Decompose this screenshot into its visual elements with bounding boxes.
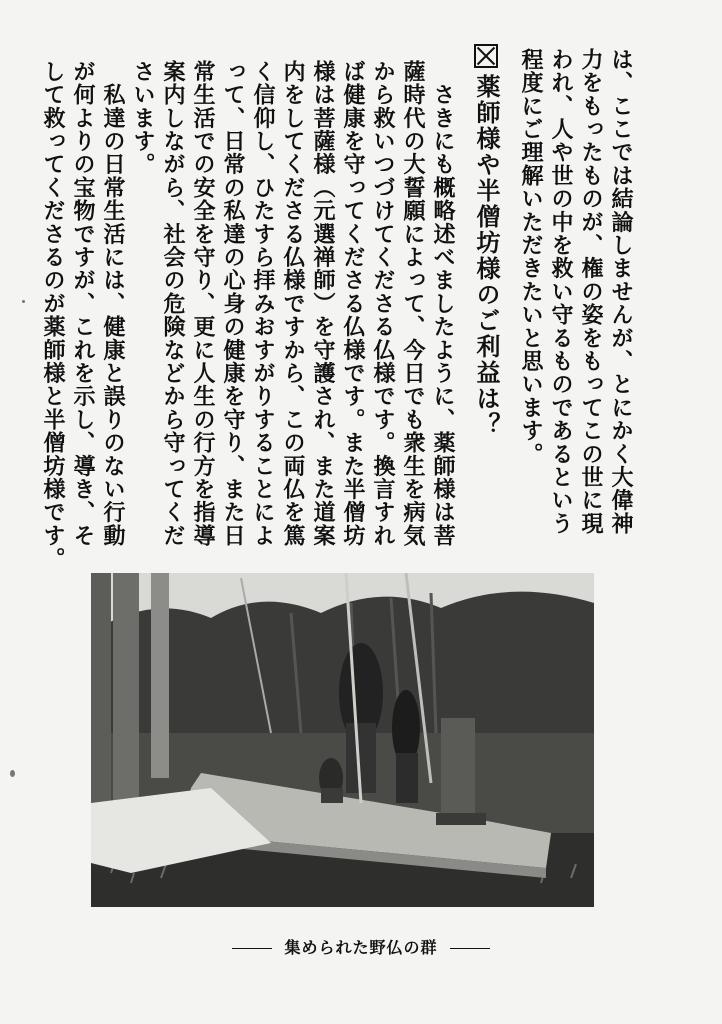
text-column: われ、人や世の中を救い守るものであるという (548, 48, 574, 536)
photo-caption (0, 935, 722, 958)
text-column: 私達の日常生活には、健康と誤りのない行動 (100, 60, 126, 548)
photo-illustration (91, 573, 594, 907)
caption-dash-right (450, 948, 490, 949)
caption-dash-left (232, 948, 272, 949)
text-column: ば健康を守ってくださる仏様です。また半僧坊 (340, 60, 366, 548)
text-column: 内をしてくださる仏様ですから、この両仏を篤 (280, 60, 306, 548)
photo-stone-buddhas (91, 573, 594, 907)
text-column: 程度にご理解いただきたいと思います。 (518, 48, 544, 466)
text-column: 常生活での安全を守り、更に人生の行方を指導 (190, 60, 216, 548)
text-column: 力をもったものが、権の姿をもってこの世に現 (578, 48, 604, 536)
checkbox-mark-icon (474, 44, 498, 68)
text-column: は、ここでは結論しませんが、とにかく大偉神 (608, 48, 634, 536)
scan-speck (22, 300, 25, 303)
text-column: して救ってくださるのが薬師様と半僧坊様です。 (40, 60, 66, 571)
text-column: さきにも概略述べましたように、薬師様は菩 (430, 60, 456, 548)
section-heading (469, 44, 504, 438)
text-column: く信仰し、ひたすら拝みおすがりすることによ (250, 60, 276, 548)
photo-caption-text: 集められた野仏の群 (284, 938, 438, 957)
text-column: さいます。 (130, 60, 156, 176)
text-column: 薩時代の大誓願によって、今日でも衆生を病気 (400, 60, 426, 548)
section-heading-text: 薬師様や半僧坊様のご利益は？ (472, 74, 501, 438)
text-column: が何よりの宝物ですが、これを示し、導き、そ (70, 60, 96, 548)
scan-speck (10, 770, 15, 777)
text-column: 案内しながら、社会の危険などから守ってくだ (160, 60, 186, 548)
text-column: から救いつづけてくださる仏様です。換言すれ (370, 60, 396, 548)
text-column: 様は菩薩様（元選禅師）を守護され、また道案 (310, 60, 336, 548)
text-column: って、日常の私達の心身の健康を守り、また日 (220, 60, 246, 548)
